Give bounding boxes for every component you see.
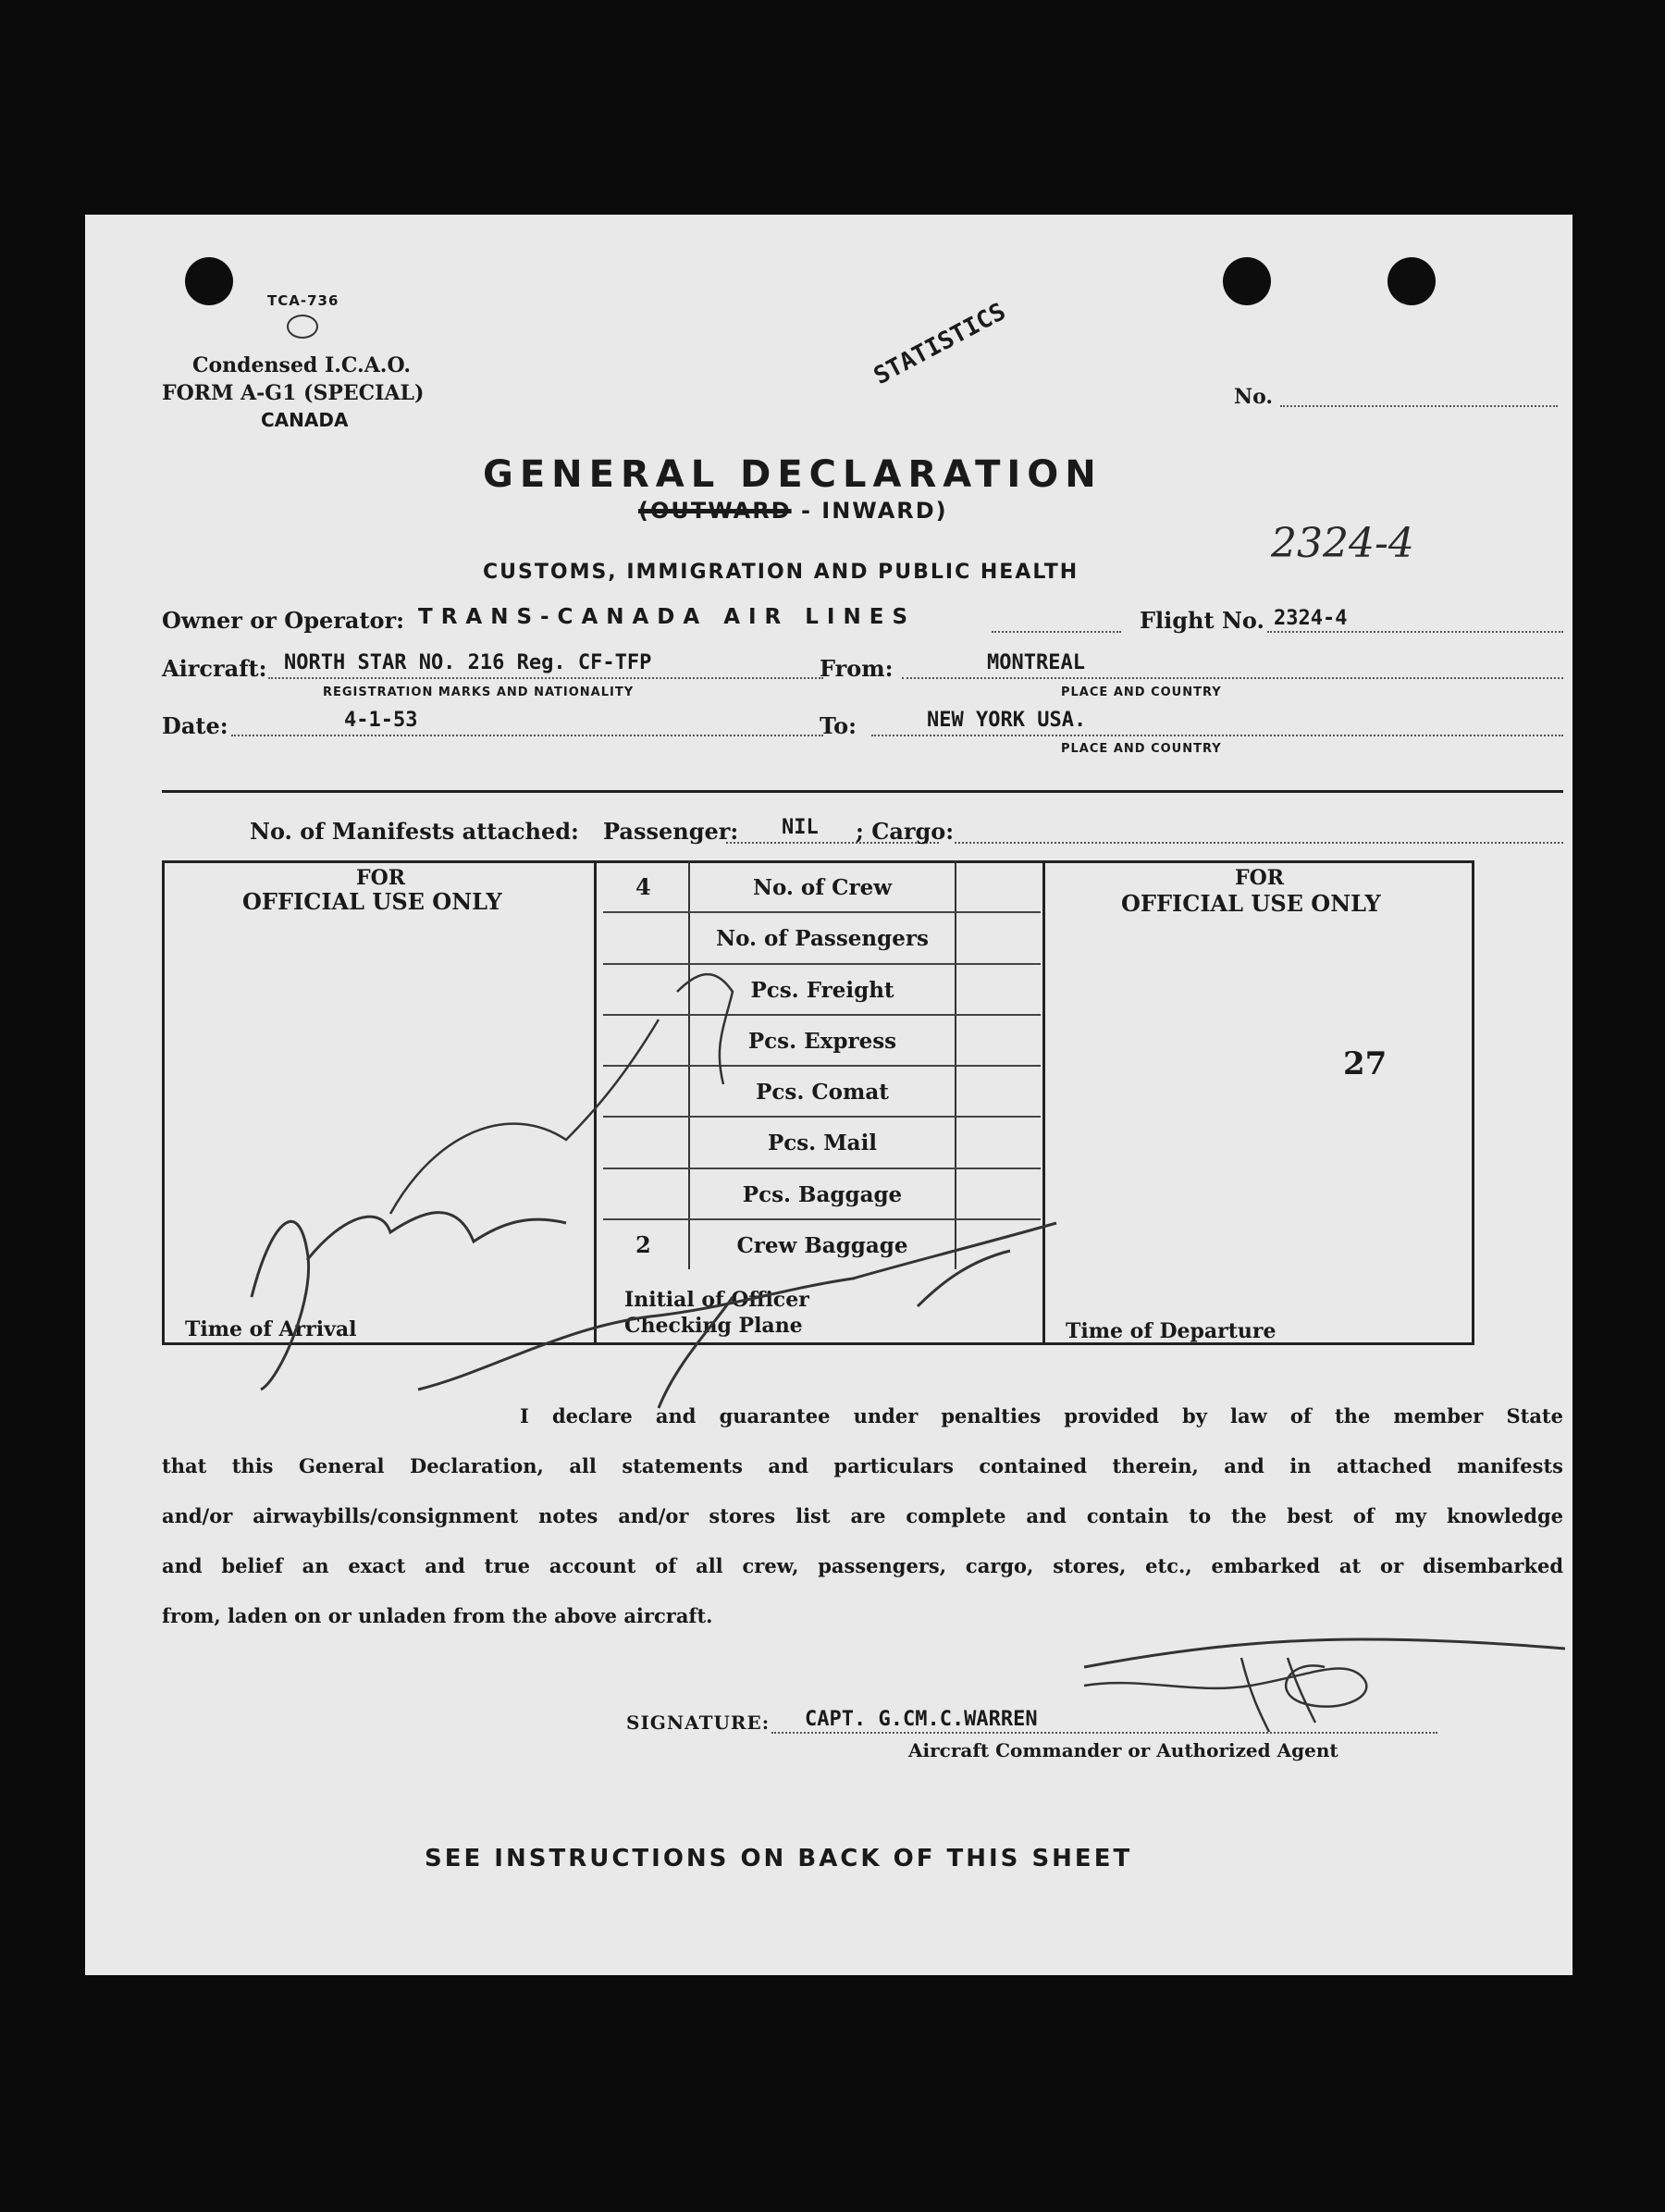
statistics-stamp: STATISTICS [869,298,1011,390]
declaration-form-sheet [85,215,1572,1975]
officer-label-line1: Initial of Officer [624,1288,809,1312]
count-label: Pcs. Comat [756,1080,889,1105]
to-value: NEW YORK USA. [927,709,1087,732]
cargo-label: ; Cargo: [856,818,955,845]
signature-scrawl [1084,1639,1565,1667]
from-value: MONTREAL [987,651,1085,674]
direction-rest: - INWARD) [791,498,948,524]
declaration-line: I declare and guarantee under penalties provided by law of the member State [520,1404,1563,1427]
count-label: No. of Passengers [716,926,929,952]
official-right-line2: OFFICIAL USE ONLY [1121,890,1381,917]
date-value: 4-1-53 [344,709,418,732]
official-right-value: 27 [1343,1045,1388,1082]
handwritten-stroke [390,1019,659,1214]
time-of-departure-label: Time of Departure [1066,1319,1276,1343]
flight-label: Flight No. [1140,607,1264,634]
direction-struck: (OUTWARD [638,498,792,524]
number-label: No. [1234,385,1274,409]
handwritten-reference: 2324-4 [1271,520,1414,567]
declaration-line: from, laden on or unladen from the above aircraft. [162,1604,713,1627]
handwritten-stroke [252,1221,309,1390]
passenger-label: Passenger: [603,818,739,845]
official-left-line1: FOR [356,866,406,890]
handwritten-stroke [677,974,733,1084]
count-label: Pcs. Mail [767,1131,878,1156]
header-line3: CANADA [261,409,349,431]
manifests-label: No. of Manifests attached: [250,818,579,845]
handwritten-stroke [418,1223,1056,1390]
declaration-line: and/or airwaybills/consignment notes and/or stores list are complete and contain to the best of my knowledge [162,1504,1563,1527]
signature-scrawl [1241,1658,1315,1732]
from-label: From: [820,655,894,682]
handwritten-stroke [307,1213,566,1260]
date-label: Date: [162,712,228,739]
flight-value: 2324-4 [1274,607,1348,630]
handwritten-stroke [659,1251,1010,1408]
count-label: Pcs. Baggage [742,1181,903,1207]
agencies-heading: CUSTOMS, IMMIGRATION AND PUBLIC HEALTH [483,561,1079,584]
form-code: TCA-736 [267,292,339,309]
header-line2: FORM A-G1 (SPECIAL) [162,381,425,405]
from-caption: PLACE AND COUNTRY [1061,686,1222,699]
owner-label: Owner or Operator: [162,607,405,634]
signature-value: CAPT. G.CM.C.WARREN [805,1708,1038,1731]
aircraft-label: Aircraft: [162,655,267,682]
form-title: GENERAL DECLARATION [483,453,1103,496]
official-left-line2: OFFICIAL USE ONLY [242,888,502,915]
signature-scrawl [1084,1665,1366,1706]
count-label: Crew Baggage [736,1232,908,1258]
signature-field [771,1732,1437,1734]
count-value: 2 [635,1230,651,1258]
aircraft-caption: REGISTRATION MARKS AND NATIONALITY [323,686,635,699]
to-caption: PLACE AND COUNTRY [1061,742,1222,756]
to-label: To: [820,712,857,739]
owner-value: TRANS-CANADA AIR LINES [418,605,917,629]
aircraft-value: NORTH STAR NO. 216 Reg. CF-TFP [284,651,652,674]
declaration-line: that this General Declaration, all statements and particulars contained therein, and in attached manifests [162,1454,1563,1477]
declaration-line: and belief an exact and true account of all crew, passengers, cargo, stores, etc., embarked at or disembarked [162,1554,1563,1577]
signature-label: SIGNATURE: [626,1712,771,1734]
back-instructions: SEE INSTRUCTIONS ON BACK OF THIS SHEET [425,1845,1133,1872]
passenger-value: NIL [782,816,819,839]
header-line1: Condensed I.C.A.O. [192,353,411,377]
signature-caption: Aircraft Commander or Authorized Agent [908,1739,1338,1761]
official-right-line1: FOR [1235,866,1285,890]
officer-label-line2: Checking Plane [624,1314,803,1338]
time-of-arrival-label: Time of Arrival [185,1317,357,1341]
count-value: 4 [635,873,651,900]
count-label: Pcs. Freight [750,977,894,1003]
count-label: No. of Crew [752,875,893,900]
count-label: Pcs. Express [747,1028,897,1054]
